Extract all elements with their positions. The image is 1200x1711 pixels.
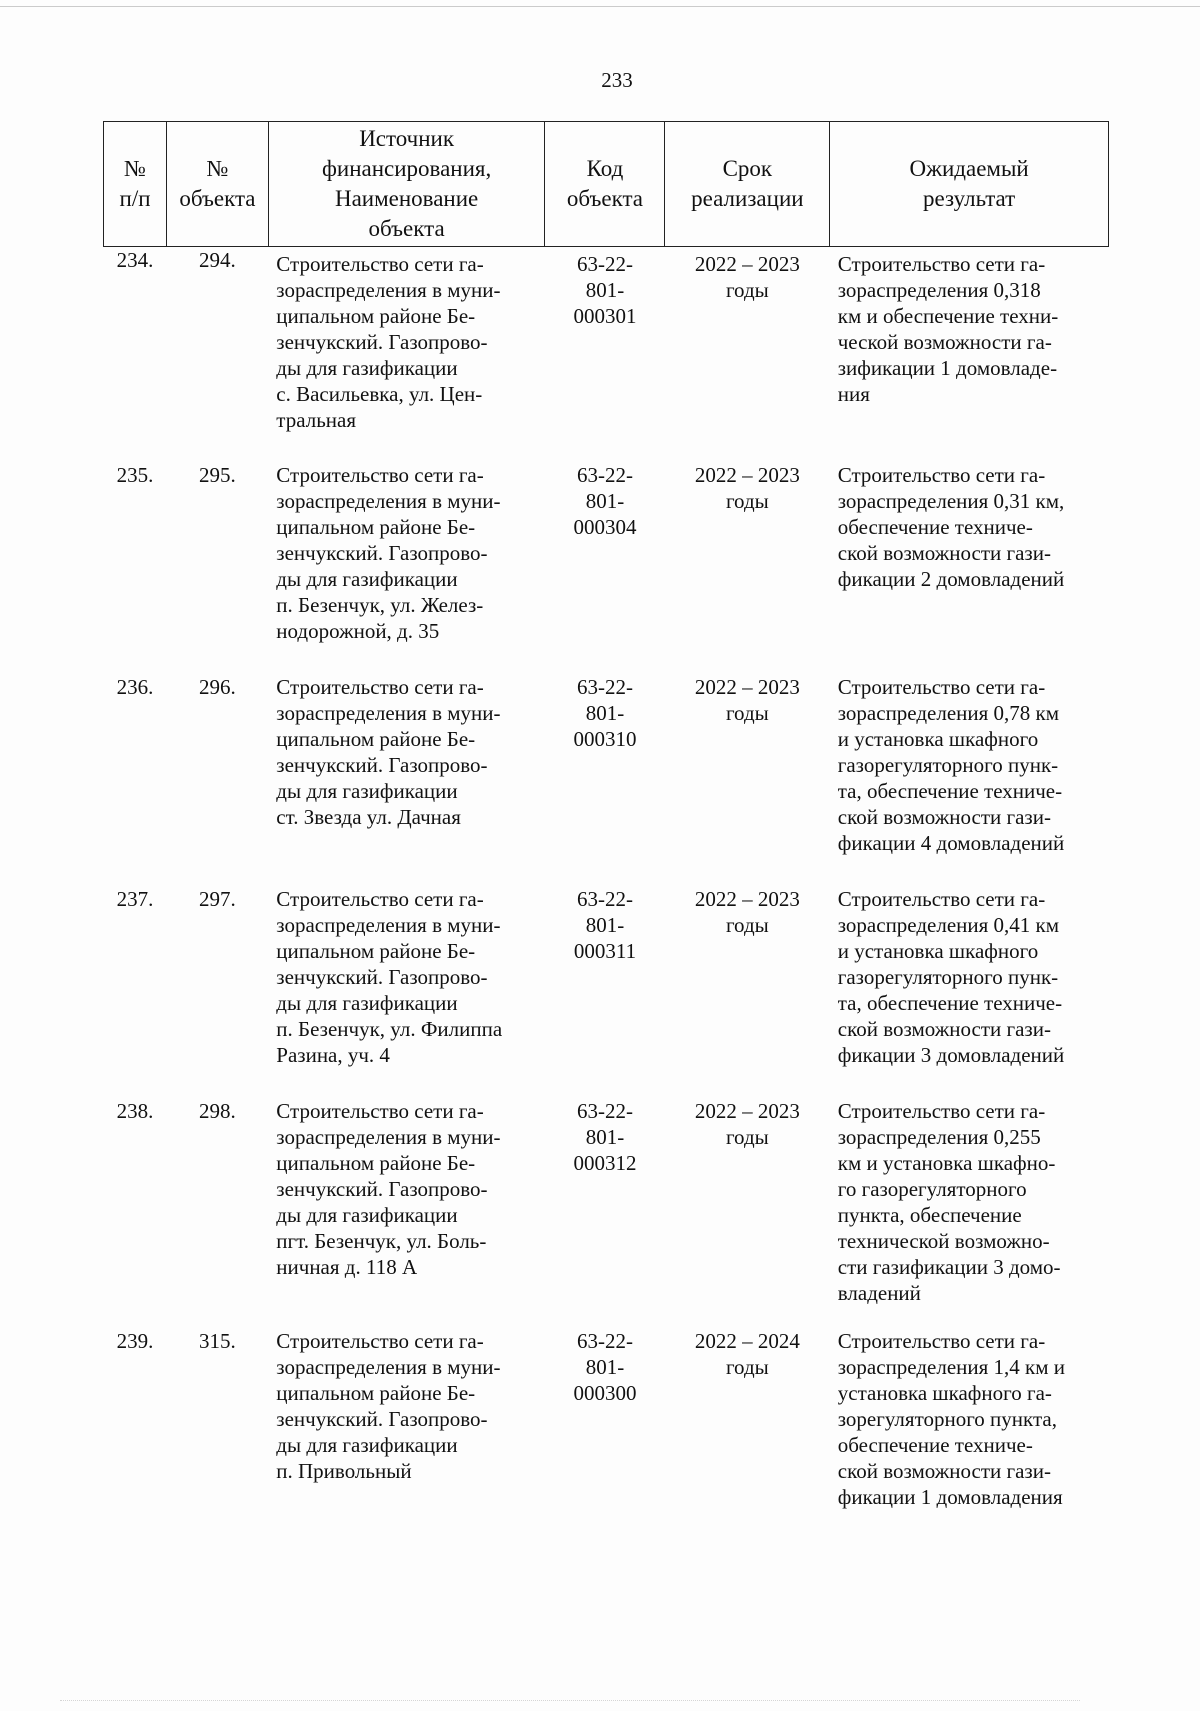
- text-line: та, обеспечение техниче-: [837, 779, 1063, 803]
- object-name: [268, 886, 545, 1098]
- table-header-row: [104, 122, 1109, 247]
- text-line: 000301: [573, 304, 637, 328]
- text-line: ния: [837, 382, 870, 406]
- expected-result: [830, 674, 1109, 886]
- table-row: [104, 886, 1109, 1098]
- header-line: объекта: [179, 186, 256, 211]
- text-line: ческой возможности га-: [837, 330, 1052, 354]
- object-code: [545, 247, 665, 463]
- text-line: годы: [725, 278, 769, 302]
- text-line: п. Безенчук, ул. Желез-: [276, 593, 484, 617]
- text-line: п. Безенчук, ул. Филиппа: [276, 1017, 503, 1041]
- header-line: результат: [923, 186, 1016, 211]
- text-line: 801-: [585, 1355, 625, 1379]
- header-line: Наименование: [334, 186, 479, 211]
- page-number: 233: [601, 68, 633, 92]
- text-line: 63-22-: [576, 252, 633, 276]
- text-line: ципальном районе Бе-: [276, 939, 476, 963]
- text-line: зенчукский. Газопрово-: [276, 330, 488, 354]
- text-line: зенчукский. Газопрово-: [276, 1177, 488, 1201]
- text-line: та, обеспечение техниче-: [837, 991, 1063, 1015]
- text-line: ничная д. 118 А: [276, 1255, 418, 1279]
- object-number: 315.: [199, 1329, 236, 1353]
- implementation-term: [665, 674, 830, 886]
- header-line: №: [124, 156, 146, 181]
- text-line: и установка шкафного: [837, 939, 1039, 963]
- header-expected-result: [830, 122, 1109, 247]
- text-line: ципальном районе Бе-: [276, 304, 476, 328]
- text-line: ской возможности гази-: [837, 541, 1051, 565]
- object-number: 294.: [199, 248, 236, 272]
- text-line: фикации 4 домовладений: [837, 831, 1065, 855]
- text-line: зораспределения 0,31 км,: [837, 489, 1065, 513]
- text-line: 000312: [573, 1151, 637, 1175]
- text-line: зенчукский. Газопрово-: [276, 753, 488, 777]
- object-code: [545, 462, 665, 674]
- text-line: ской возможности гази-: [837, 1017, 1051, 1041]
- object-number: 298.: [199, 1099, 236, 1123]
- text-line: 63-22-: [576, 1099, 633, 1123]
- text-line: 000310: [573, 727, 637, 751]
- expected-result: [830, 1328, 1109, 1528]
- row-number: 238.: [116, 1099, 154, 1123]
- implementation-term: [665, 1328, 830, 1528]
- text-line: зификации 1 домовладе-: [837, 356, 1058, 380]
- text-line: зораспределения 0,255: [837, 1125, 1041, 1149]
- text-line: 000300: [573, 1381, 637, 1405]
- text-line: Разина, уч. 4: [276, 1043, 390, 1067]
- text-line: 2022 – 2023: [694, 887, 800, 911]
- text-line: Строительство сети га-: [276, 1329, 484, 1353]
- header-object-number: [167, 122, 269, 247]
- header-line: финансирования,: [321, 156, 492, 181]
- text-line: 63-22-: [576, 675, 633, 699]
- text-line: Строительство сети га-: [276, 887, 484, 911]
- registry-table: [103, 121, 1109, 1528]
- expected-result: [830, 462, 1109, 674]
- object-name: [268, 1328, 545, 1528]
- implementation-term: [665, 462, 830, 674]
- text-line: ды для газификации: [276, 779, 458, 803]
- text-line: ст. Звезда ул. Дачная: [276, 805, 461, 829]
- table-row: [104, 674, 1109, 886]
- scan-edge-top: [0, 6, 1200, 7]
- text-line: ды для газификации: [276, 1433, 458, 1457]
- table-row: [104, 1098, 1109, 1328]
- text-line: 2022 – 2023: [694, 675, 800, 699]
- text-line: зораспределения 0,41 км: [837, 913, 1060, 937]
- text-line: 2022 – 2023: [694, 1099, 800, 1123]
- implementation-term: [665, 247, 830, 463]
- table-row: [104, 1328, 1109, 1528]
- text-line: Строительство сети га-: [837, 675, 1046, 699]
- text-line: 2022 – 2023: [694, 252, 800, 276]
- object-name: [268, 1098, 545, 1328]
- header-row-number: [104, 122, 167, 247]
- text-line: пгт. Безенчук, ул. Боль-: [276, 1229, 487, 1253]
- text-line: п. Привольный: [276, 1459, 412, 1483]
- header-line: №: [206, 156, 229, 181]
- header-line: Источник: [359, 126, 455, 151]
- row-number: 236.: [116, 675, 154, 699]
- text-line: 801-: [585, 278, 625, 302]
- object-code: [545, 1328, 665, 1528]
- object-code: [545, 674, 665, 886]
- row-number: 234.: [116, 248, 154, 272]
- text-line: 63-22-: [576, 887, 633, 911]
- text-line: Строительство сети га-: [276, 463, 484, 487]
- table-row: [104, 247, 1109, 463]
- text-line: владений: [837, 1281, 921, 1305]
- implementation-term: [665, 1098, 830, 1328]
- text-line: 2022 – 2024: [694, 1329, 800, 1353]
- text-line: зораспределения в муни-: [276, 701, 501, 725]
- text-line: Строительство сети га-: [837, 252, 1046, 276]
- header-line: п/п: [119, 186, 151, 211]
- text-line: зораспределения в муни-: [276, 913, 501, 937]
- text-line: зораспределения в муни-: [276, 489, 501, 513]
- text-line: и установка шкафного: [837, 727, 1039, 751]
- text-line: зораспределения в муни-: [276, 1125, 501, 1149]
- object-code: [545, 1098, 665, 1328]
- implementation-term: [665, 886, 830, 1098]
- text-line: зенчукский. Газопрово-: [276, 541, 488, 565]
- text-line: ципальном районе Бе-: [276, 1151, 476, 1175]
- row-number: 239.: [116, 1329, 154, 1353]
- text-line: Строительство сети га-: [276, 1099, 484, 1123]
- object-number: 296.: [199, 675, 236, 699]
- text-line: 000311: [573, 939, 637, 963]
- text-line: ципальном районе Бе-: [276, 515, 476, 539]
- row-number: 237.: [116, 887, 154, 911]
- text-line: технической возможно-: [837, 1229, 1050, 1253]
- object-name: [268, 462, 545, 674]
- text-line: годы: [725, 1125, 769, 1149]
- text-line: км и обеспечение техни-: [837, 304, 1059, 328]
- text-line: 801-: [585, 913, 625, 937]
- text-line: газорегуляторного пунк-: [837, 965, 1059, 989]
- expected-result: [830, 1098, 1109, 1328]
- header-object-code: [545, 122, 665, 247]
- header-term: [665, 122, 830, 247]
- text-line: с. Васильевка, ул. Цен-: [276, 382, 483, 406]
- text-line: обеспечение техниче-: [837, 1433, 1033, 1457]
- text-line: ды для газификации: [276, 991, 458, 1015]
- header-line: Код: [586, 156, 624, 181]
- header-line: объекта: [368, 216, 445, 241]
- text-line: ской возможности гази-: [837, 1459, 1051, 1483]
- text-line: тральная: [276, 408, 356, 432]
- header-line: Срок: [722, 156, 773, 181]
- object-number: 297.: [199, 887, 236, 911]
- text-line: пункта, обеспечение: [837, 1203, 1022, 1227]
- text-line: км и установка шкафно-: [837, 1151, 1056, 1175]
- text-line: зораспределения в муни-: [276, 278, 501, 302]
- text-line: зорегуляторного пункта,: [837, 1407, 1057, 1431]
- text-line: зенчукский. Газопрово-: [276, 1407, 488, 1431]
- object-name: [268, 247, 545, 463]
- text-line: Строительство сети га-: [837, 887, 1046, 911]
- text-line: сти газификации 3 домо-: [837, 1255, 1061, 1279]
- text-line: годы: [725, 489, 769, 513]
- text-line: ципальном районе Бе-: [276, 1381, 476, 1405]
- object-number: 295.: [199, 463, 236, 487]
- text-line: Строительство сети га-: [837, 463, 1046, 487]
- text-line: 801-: [585, 489, 625, 513]
- text-line: установка шкафного га-: [837, 1381, 1052, 1405]
- text-line: нодорожной, д. 35: [276, 619, 440, 643]
- text-line: 801-: [585, 701, 625, 725]
- text-line: Строительство сети га-: [276, 252, 484, 276]
- object-name: [268, 674, 545, 886]
- text-line: го газорегуляторного: [837, 1177, 1027, 1201]
- text-line: 2022 – 2023: [694, 463, 800, 487]
- text-line: годы: [725, 701, 769, 725]
- text-line: зораспределения в муни-: [276, 1355, 501, 1379]
- text-line: фикации 1 домовладения: [837, 1485, 1063, 1509]
- row-number: 235.: [116, 463, 154, 487]
- text-line: годы: [725, 1355, 769, 1379]
- text-line: ской возможности гази-: [837, 805, 1051, 829]
- text-line: обеспечение техниче-: [837, 515, 1033, 539]
- text-line: 000304: [573, 515, 637, 539]
- text-line: зенчукский. Газопрово-: [276, 965, 488, 989]
- expected-result: [830, 886, 1109, 1098]
- text-line: 63-22-: [576, 1329, 633, 1353]
- expected-result: [830, 247, 1109, 463]
- text-line: зораспределения 1,4 км и: [837, 1355, 1066, 1379]
- text-line: фикации 2 домовладений: [837, 567, 1065, 591]
- header-line: объекта: [566, 186, 644, 211]
- text-line: ды для газификации: [276, 1203, 458, 1227]
- header-source-name: [268, 122, 545, 247]
- header-line: реализации: [691, 186, 804, 211]
- text-line: зораспределения 0,318: [837, 278, 1041, 302]
- text-line: Строительство сети га-: [276, 675, 484, 699]
- table-row: [104, 462, 1109, 674]
- header-line: Ожидаемый: [909, 156, 1029, 181]
- text-line: ды для газификации: [276, 356, 458, 380]
- text-line: 63-22-: [576, 463, 633, 487]
- text-line: Строительство сети га-: [837, 1329, 1046, 1353]
- text-line: ды для газификации: [276, 567, 458, 591]
- text-line: газорегуляторного пунк-: [837, 753, 1059, 777]
- text-line: Строительство сети га-: [837, 1099, 1046, 1123]
- text-line: ципальном районе Бе-: [276, 727, 476, 751]
- text-line: годы: [725, 913, 769, 937]
- text-line: зораспределения 0,78 км: [837, 701, 1060, 725]
- text-line: фикации 3 домовладений: [837, 1043, 1065, 1067]
- scan-edge-bottom: [60, 1700, 1080, 1701]
- text-line: 801-: [585, 1125, 625, 1149]
- object-code: [545, 886, 665, 1098]
